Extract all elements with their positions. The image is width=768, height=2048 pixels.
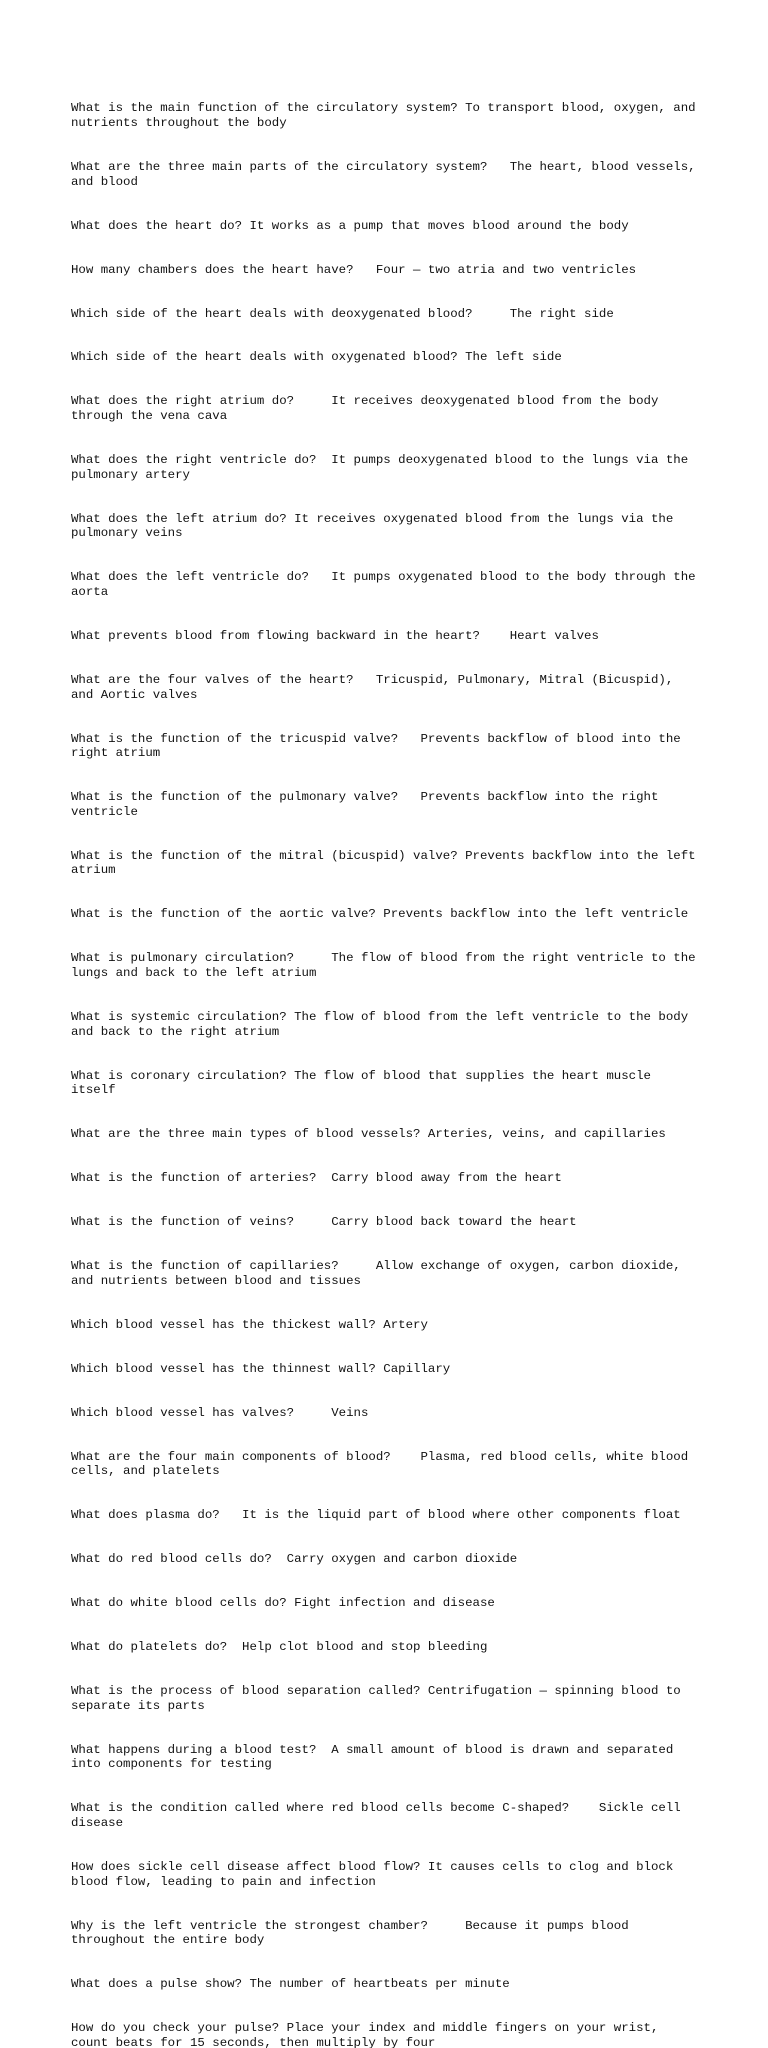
qa-entry: What is the function of the tricuspid valve? Prevents backflow of blood into the right atrium: [71, 731, 689, 761]
qa-entry: What do platelets do? Help clot blood and stop bleeding: [71, 1640, 488, 1655]
qa-entry: What is systemic circulation? The flow of blood from the left ventricle to the body and back to the right atrium: [71, 1010, 696, 1039]
qa-entry: What does the right atrium do? It receives deoxygenated blood from the body through the vena cava: [71, 394, 666, 424]
qa-entry: What is the function of the pulmonary valve? Prevents backflow into the right ventricle: [71, 790, 666, 819]
qa-entry: What happens during a blood test? A small amount of blood is drawn and separated into components for testing: [71, 1742, 681, 1772]
qa-entry: What does the left ventricle do? It pumps oxygenated blood to the body through the aorta: [71, 570, 704, 599]
qa-entry: Which blood vessel has valves? Veins: [71, 1405, 369, 1420]
qa-entry: What are the three main types of blood vessels? Arteries, veins, and capillaries: [71, 1127, 666, 1142]
qa-entry: What do red blood cells do? Carry oxygen and carbon dioxide: [71, 1552, 518, 1567]
qa-entry: What are the four valves of the heart? Tricuspid, Pulmonary, Mitral (Bicuspid), and Aortic valves: [71, 672, 681, 702]
qa-entry: Which side of the heart deals with deoxygenated blood? The right side: [71, 306, 614, 321]
qa-entry: What does a pulse show? The number of heartbeats per minute: [71, 1977, 510, 1992]
qa-entry: What prevents blood from flowing backward in the heart? Heart valves: [71, 628, 599, 643]
qa-entry: What are the three main parts of the circulatory system? The heart, blood vessels, and blood: [71, 159, 704, 189]
qa-entry: What do white blood cells do? Fight infection and disease: [71, 1596, 495, 1611]
qa-entry: What is the function of veins? Carry blood back toward the heart: [71, 1215, 577, 1230]
qa-entry: What is the process of blood separation called? Centrifugation — spinning blood to separate its parts: [71, 1684, 689, 1713]
qa-text-body: [71, 72, 704, 2048]
qa-entry: How does sickle cell disease affect blood flow? It causes cells to clog and block blood flow, leading to pain and infection: [71, 1860, 681, 1889]
qa-entry: Why is the left ventricle the strongest chamber? Because it pumps blood throughout the entire body: [71, 1918, 637, 1948]
qa-entry: What is the condition called where red blood cells become C-shaped? Sickle cell disease: [71, 1801, 689, 1831]
qa-entry: What is the main function of the circulatory system? To transport blood, oxygen, and nutrients throughout the body: [71, 101, 704, 130]
qa-entry: What is the function of capillaries? Allow exchange of oxygen, carbon dioxide, and nutrients between blood and tissues: [71, 1259, 689, 1288]
qa-entry: How do you check your pulse? Place your index and middle fingers on your wrist, count beats for 15 seconds, then multiply by four: [71, 2021, 666, 2048]
qa-entry: What is pulmonary circulation? The flow of blood from the right ventricle to the lungs and back to the left atrium: [71, 951, 704, 981]
qa-entry: What is the function of the mitral (bicuspid) valve? Prevents backflow into the left atrium: [71, 848, 704, 878]
qa-entry: What does the left atrium do? It receives oxygenated blood from the lungs via the pulmonary veins: [71, 511, 681, 541]
qa-entry: What is the function of arteries? Carry blood away from the heart: [71, 1171, 562, 1186]
qa-entry: What does the right ventricle do? It pumps deoxygenated blood to the lungs via the pulmonary artery: [71, 453, 696, 482]
qa-entry: How many chambers does the heart have? Four — two atria and two ventricles: [71, 262, 637, 277]
qa-entry: What does the heart do? It works as a pump that moves blood around the body: [71, 218, 629, 233]
qa-entry: What are the four main components of blood? Plasma, red blood cells, white blood cells, and platelets: [71, 1449, 696, 1479]
qa-entry: What is coronary circulation? The flow of blood that supplies the heart muscle itself: [71, 1068, 659, 1098]
qa-entry: Which blood vessel has the thinnest wall? Capillary: [71, 1361, 451, 1376]
qa-entry: Which side of the heart deals with oxygenated blood? The left side: [71, 350, 562, 365]
qa-entry: What is the function of the aortic valve? Prevents backflow into the left ventricle: [71, 907, 689, 922]
qa-entry: What does plasma do? It is the liquid part of blood where other components float: [71, 1508, 681, 1523]
qa-entry: Which blood vessel has the thickest wall? Artery: [71, 1317, 428, 1332]
